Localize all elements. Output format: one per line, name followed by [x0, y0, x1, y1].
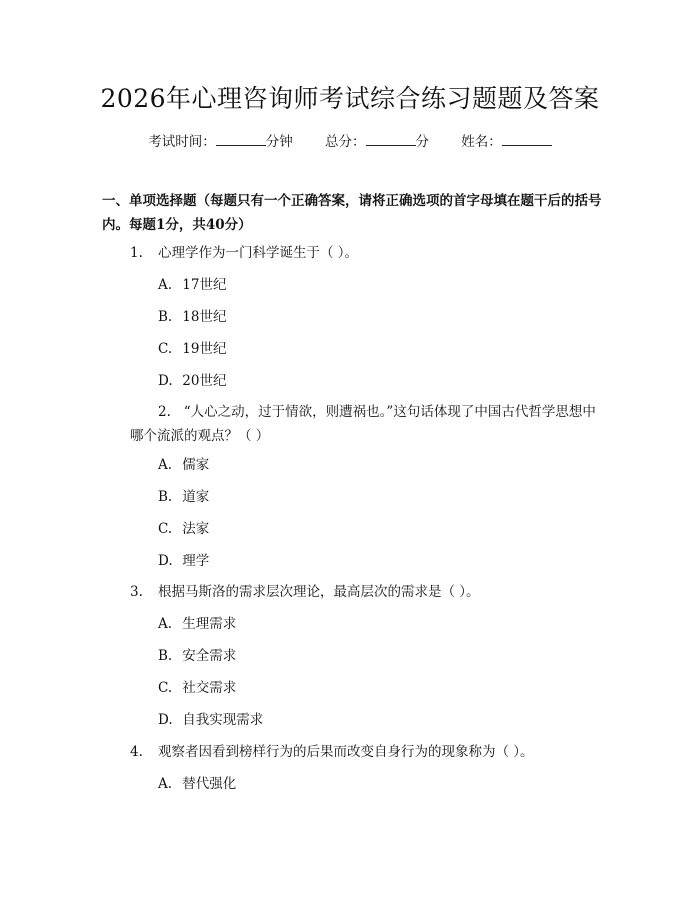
exam-time-field: [148, 131, 293, 152]
name-blank: [502, 131, 552, 146]
option-text: 19世纪: [182, 341, 227, 357]
option-3c: [158, 676, 236, 700]
exam-time-blank: [216, 131, 266, 146]
option-1b: [158, 305, 226, 329]
question-text: 根据马斯洛的需求层次理论，最高层次的需求是（ ）。: [158, 584, 480, 600]
option-letter: A.: [158, 457, 173, 473]
option-letter: C.: [158, 521, 173, 537]
question-text: [130, 400, 600, 448]
option-letter: D.: [158, 373, 173, 389]
question-number: 2.: [158, 404, 171, 420]
name-label: 姓名：: [461, 134, 502, 150]
question-number: 3.: [130, 584, 143, 600]
exam-time-label: 考试时间：: [148, 134, 216, 150]
option-3b: [158, 644, 236, 668]
total-score-unit: 分: [415, 134, 429, 150]
option-letter: B.: [158, 489, 173, 505]
option-2a: [158, 453, 209, 477]
total-score-field: [325, 131, 429, 152]
option-letter: B.: [158, 309, 173, 325]
option-2c: [158, 517, 209, 541]
option-2d: [158, 549, 209, 573]
option-1a: [158, 273, 226, 297]
option-text: 理学: [182, 553, 210, 569]
option-text: 17世纪: [182, 277, 227, 293]
option-text: 生理需求: [182, 616, 237, 632]
option-3d: [158, 708, 263, 732]
option-letter: A.: [158, 776, 173, 792]
option-text: 道家: [182, 489, 210, 505]
document-title: 2026年心理咨询师考试综合练习题题及答案: [100, 84, 600, 113]
option-text: 18世纪: [182, 309, 227, 325]
question-text: 心理学作为一门科学诞生于（ ）。: [158, 245, 359, 261]
option-letter: C.: [158, 680, 173, 696]
total-score-label: 总分：: [325, 134, 366, 150]
question-body: “人心之动，过于情欲，则遭祸也。”这句话体现了中国古代哲学思想中哪个流派的观点？（ ）: [130, 404, 596, 444]
option-letter: A.: [158, 616, 173, 632]
option-4a: [158, 772, 236, 796]
option-text: 儒家: [182, 457, 210, 473]
option-text: 自我实现需求: [182, 712, 264, 728]
option-1d: [158, 369, 226, 393]
option-text: 替代强化: [182, 776, 237, 792]
option-text: 法家: [182, 521, 210, 537]
option-text: 社交需求: [182, 680, 237, 696]
option-text: 安全需求: [182, 648, 237, 664]
option-letter: A.: [158, 277, 173, 293]
option-letter: C.: [158, 341, 173, 357]
name-field: [461, 131, 552, 152]
question-number: 1.: [130, 245, 143, 261]
section-heading: 一、单项选择题（每题只有一个正确答案，请将正确选项的首字母填在题干后的括号内。每题1分，共40分）: [102, 193, 602, 233]
option-letter: D.: [158, 712, 173, 728]
option-text: 20世纪: [182, 373, 227, 389]
exam-meta-line: [0, 131, 700, 152]
total-score-blank: [366, 131, 416, 146]
option-1c: [158, 337, 226, 361]
option-3a: [158, 612, 236, 636]
question-number: 4.: [130, 744, 143, 760]
option-letter: B.: [158, 648, 173, 664]
option-letter: D.: [158, 553, 173, 569]
option-2b: [158, 485, 209, 509]
question-text: 观察者因看到榜样行为的后果而改变自身行为的现象称为（ ）。: [158, 744, 534, 760]
exam-time-unit: 分钟: [265, 134, 293, 150]
